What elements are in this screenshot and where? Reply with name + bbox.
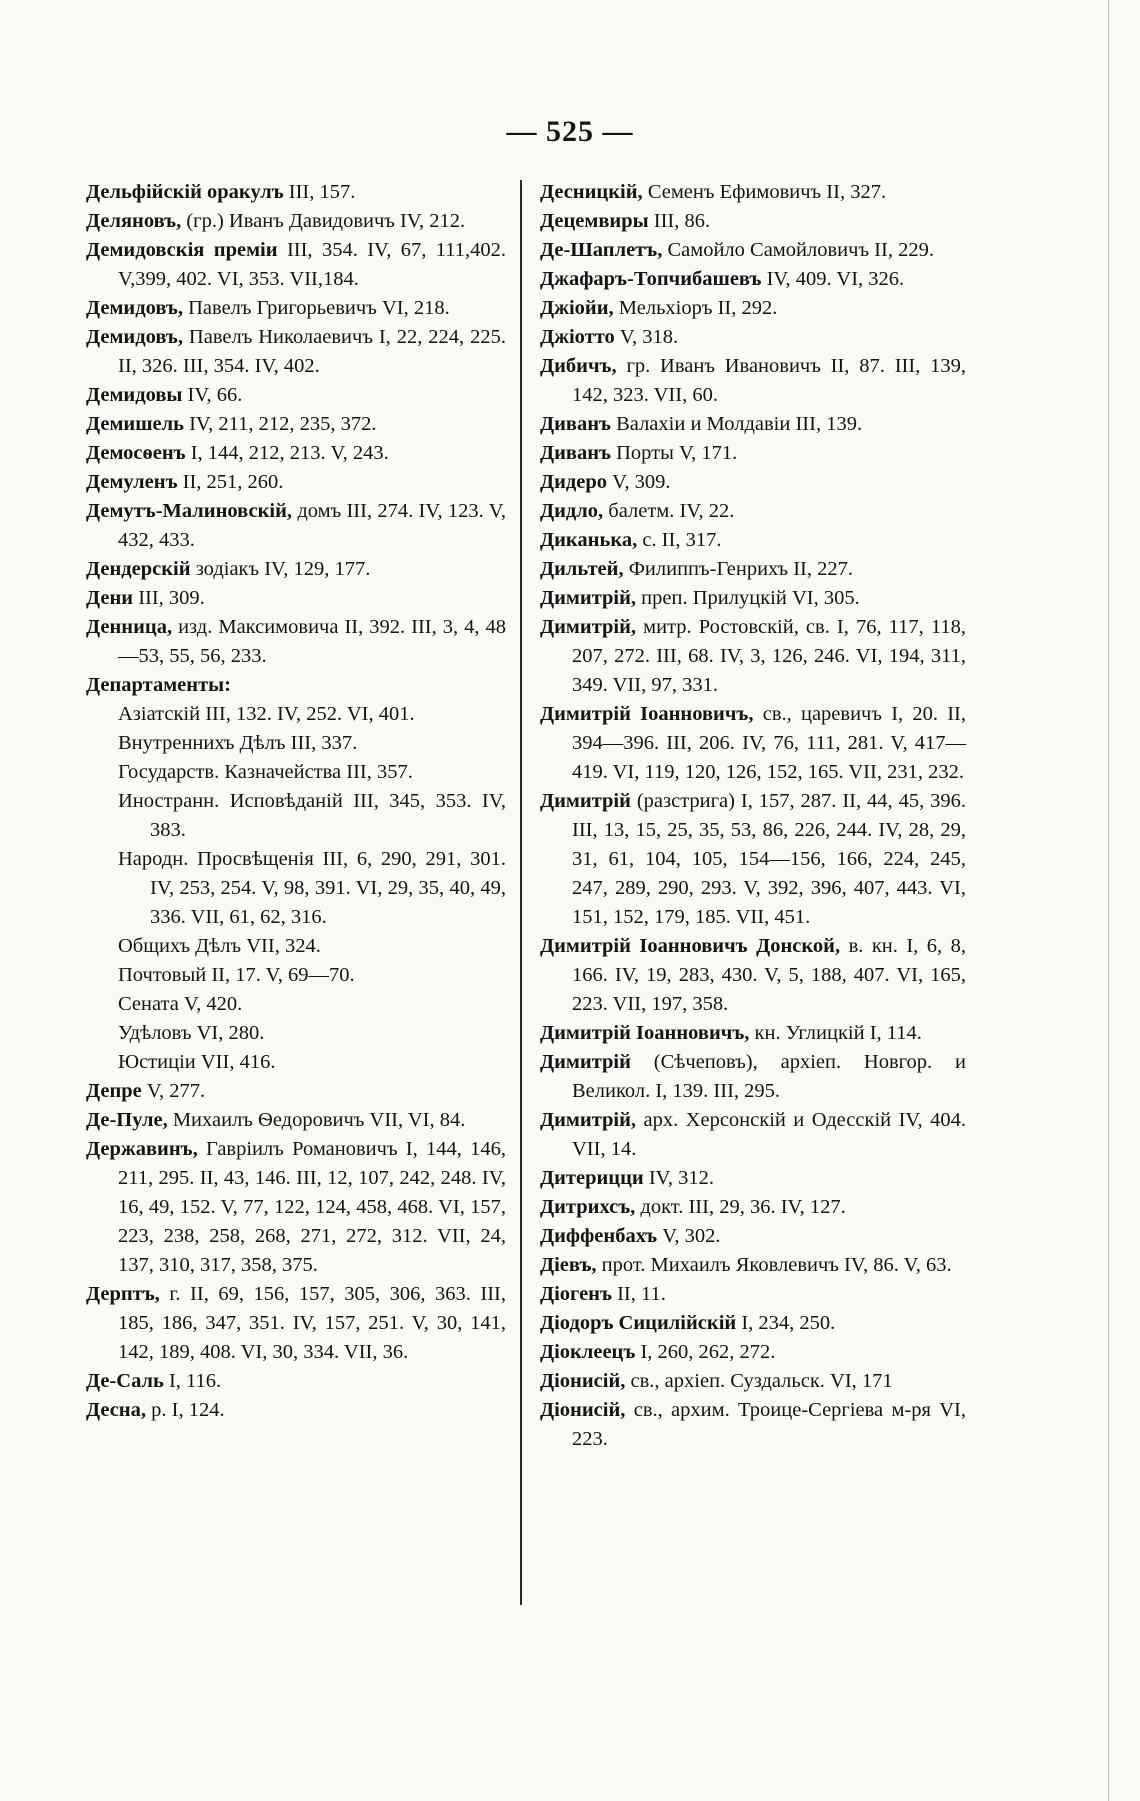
index-entry xyxy=(118,932,506,961)
entry-headword: Диванъ xyxy=(540,442,611,464)
entry-headword: Дитрихсъ, xyxy=(540,1196,636,1218)
index-entry xyxy=(540,468,966,497)
entry-headword: Дерптъ, xyxy=(86,1283,160,1305)
index-entry xyxy=(86,555,506,584)
entry-headword: Діодоръ Сицилійскій xyxy=(540,1312,737,1334)
entry-headword: Дендерскій xyxy=(86,558,191,580)
entry-references: митр. Ростовскій, св. I, 76, 117, 118, 207, 272. III, 68. IV, 3, 126, 246. VI, 194, 311, 349. VII, 97, 331. xyxy=(572,616,966,696)
entry-references: Внутреннихъ Дѣлъ III, 337. xyxy=(118,732,358,754)
entry-references: I, 144, 212, 213. V, 243. xyxy=(185,442,389,464)
entry-headword: Діевъ, xyxy=(540,1254,597,1276)
entry-headword: Дидло, xyxy=(540,500,604,522)
index-entry xyxy=(86,236,506,294)
index-entry xyxy=(86,1396,506,1425)
index-entry xyxy=(86,294,506,323)
entry-headword: Димитрій, xyxy=(540,587,637,609)
entry-references: Самойло Самойловичъ II, 229. xyxy=(662,239,934,261)
index-entry xyxy=(118,961,506,990)
entry-references: Народн. Просвѣщенія III, 6, 290, 291, 301. IV, 253, 254. V, 98, 391. VI, 29, 35, 40, 49, 336. VII, 61, 62, 316. xyxy=(118,848,506,928)
index-entry xyxy=(540,207,966,236)
page-number: — 525 — xyxy=(506,115,634,148)
entry-headword: Диффенбахъ xyxy=(540,1225,658,1247)
index-entry xyxy=(86,1280,506,1367)
index-entry xyxy=(540,787,966,932)
entry-references: домъ III, 274. IV, 123. V, 432, 433. xyxy=(118,500,506,551)
index-entry xyxy=(540,1367,966,1396)
index-entry xyxy=(86,1077,506,1106)
entry-headword: Демутъ-Малиновскій, xyxy=(86,500,293,522)
entry-references: кн. Углицкій I, 114. xyxy=(749,1022,922,1044)
entry-references: Почтовый II, 17. V, 69—70. xyxy=(118,964,355,986)
entry-references: с. II, 317. xyxy=(637,529,722,551)
index-entry xyxy=(86,1367,506,1396)
index-entry xyxy=(540,1019,966,1048)
index-entry xyxy=(540,497,966,526)
entry-headword: Деляновъ, xyxy=(86,210,182,232)
index-entry xyxy=(86,1106,506,1135)
entry-references: Государств. Казначейства III, 357. xyxy=(118,761,413,783)
entry-references: Юстиціи VII, 416. xyxy=(118,1051,276,1073)
entry-headword: Димитрій Іоанновичъ, xyxy=(540,1022,750,1044)
entry-headword: Дитерицци xyxy=(540,1167,644,1189)
index-entry xyxy=(118,729,506,758)
index-entry xyxy=(86,468,506,497)
index-entry xyxy=(118,1019,506,1048)
index-entry xyxy=(540,1338,966,1367)
entry-headword: Денница, xyxy=(86,616,173,638)
entry-references: Михаилъ Ѳедоровичъ VII, VI, 84. xyxy=(167,1109,466,1131)
entry-references: Азіатскій III, 132. IV, 252. VI, 401. xyxy=(118,703,415,725)
entry-references: Павелъ Григорьевичъ VI, 218. xyxy=(182,297,450,319)
entry-references: прот. Михаилъ Яковлевичъ IV, 86. V, 63. xyxy=(596,1254,952,1276)
index-entry xyxy=(540,265,966,294)
index-entry xyxy=(118,845,506,932)
entry-references: св., царевичъ I, 20. II, 394—396. III, 206. IV, 76, 111, 281. V, 417—419. VI, 119, 120, 126, 152, 165. VII, 231, 232. xyxy=(572,703,966,783)
entry-references: IV, 409. VI, 326. xyxy=(761,268,905,290)
entry-references: V, 277. xyxy=(141,1080,206,1102)
index-entry xyxy=(86,584,506,613)
entry-headword: Демидовъ, xyxy=(86,326,183,348)
entry-references: Иностранн. Исповѣданій III, 345, 353. IV, 383. xyxy=(118,790,506,841)
entry-references: III, 86. xyxy=(648,210,711,232)
index-entry xyxy=(86,1135,506,1280)
index-entry xyxy=(118,990,506,1019)
entry-headword: Демишель xyxy=(86,413,184,435)
index-entry xyxy=(86,439,506,468)
entry-headword: Диканька, xyxy=(540,529,638,551)
index-entry xyxy=(540,613,966,700)
entry-references: Удѣловъ VI, 280. xyxy=(118,1022,265,1044)
entry-references: г. II, 69, 156, 157, 305, 306, 363. III, 185, 186, 347, 351. IV, 157, 251. V, 30, 141, 142, 189, 408. VI, 30, 334. VII, 36. xyxy=(118,1283,506,1363)
index-entry xyxy=(118,758,506,787)
entry-references: р. I, 124. xyxy=(146,1399,225,1421)
index-entry xyxy=(118,787,506,845)
entry-headword: Демидовъ, xyxy=(86,297,183,319)
index-entry xyxy=(540,1106,966,1164)
entry-headword: Дильтей, xyxy=(540,558,624,580)
entry-references: IV, 66. xyxy=(182,384,243,406)
entry-references: Гавріилъ Романовичъ I, 144, 146, 211, 295. II, 43, 146. III, 12, 107, 242, 248. IV, 16, 49, 152. V, 77, 122, 124, 458, 468. VI, 157, 223, 238, 258, 268, 271, 272, 312. VII, 24, 137, 310, 317, 358, 375. xyxy=(118,1138,506,1276)
entry-headword: Демуленъ xyxy=(86,471,178,493)
index-entry xyxy=(540,1396,966,1454)
entry-headword: Децемвиры xyxy=(540,210,649,232)
index-entry xyxy=(86,381,506,410)
index-entry xyxy=(540,1193,966,1222)
entry-references: V, 309. xyxy=(607,471,671,493)
index-entry xyxy=(540,236,966,265)
entry-references: в. кн. I, 6, 8, 166. IV, 19, 283, 430. V, 5, 188, 407. VI, 165, 223. VII, 197, 358. xyxy=(572,935,966,1015)
entry-headword: Десницкій, xyxy=(540,181,643,203)
index-entry xyxy=(86,497,506,555)
entry-references: зодіакъ IV, 129, 177. xyxy=(190,558,371,580)
entry-headword: Димитрій xyxy=(540,790,631,812)
entry-references: арх. Херсонскій и Одесскій IV, 404. VII, 14. xyxy=(572,1109,966,1160)
entry-references: Порты V, 171. xyxy=(611,442,738,464)
index-entry xyxy=(540,1309,966,1338)
entry-references: III, 354. IV, 67, 111,402. V,399, 402. VI, 353. VII,184. xyxy=(118,239,506,290)
entry-headword: Діоклеецъ xyxy=(540,1341,636,1363)
right-column xyxy=(540,178,966,1454)
left-column xyxy=(86,178,506,1425)
entry-headword: Джафаръ-Топчибашевъ xyxy=(540,268,762,290)
index-entry xyxy=(540,439,966,468)
index-entry xyxy=(540,555,966,584)
index-entry xyxy=(118,700,506,729)
entry-references: докт. III, 29, 36. IV, 127. xyxy=(635,1196,846,1218)
entry-headword: Дельфійскій оракулъ xyxy=(86,181,284,203)
index-entry xyxy=(540,1048,966,1106)
index-entry xyxy=(86,671,506,700)
entry-references: III, 157. xyxy=(283,181,356,203)
entry-headword: Димитрій Іоанновичъ, xyxy=(540,703,754,725)
entry-headword: Демидовскія преміи xyxy=(86,239,278,261)
entry-headword: Діонисій, xyxy=(540,1399,626,1421)
entry-headword: Димитрій, xyxy=(540,616,637,638)
index-entry xyxy=(86,613,506,671)
entry-references: IV, 211, 212, 235, 372. xyxy=(183,413,377,435)
index-entry xyxy=(540,323,966,352)
index-entry xyxy=(540,294,966,323)
entry-headword: Джіотто xyxy=(540,326,615,348)
index-entry xyxy=(118,1048,506,1077)
entry-headword: Димитрій xyxy=(540,1051,631,1073)
entry-references: (Сѣчеповъ), архіеп. Новгор. и Великол. I, 139. III, 295. xyxy=(572,1051,966,1102)
entry-references: Мельхіоръ II, 292. xyxy=(613,297,778,319)
index-entry xyxy=(540,1222,966,1251)
index-entry xyxy=(540,1280,966,1309)
entry-references: изд. Максимовича II, 392. III, 3, 4, 48—53, 55, 56, 233. xyxy=(118,616,506,667)
entry-references: I, 116. xyxy=(163,1370,222,1392)
index-entry xyxy=(540,1251,966,1280)
entry-references: балетм. IV, 22. xyxy=(603,500,735,522)
entry-references: Сената V, 420. xyxy=(118,993,243,1015)
entry-references: гр. Иванъ Ивановичъ II, 87. III, 139, 142, 323. VII, 60. xyxy=(572,355,966,406)
entry-references: Филиппъ-Генрихъ II, 227. xyxy=(623,558,854,580)
entry-headword: Діонисій, xyxy=(540,1370,626,1392)
index-entry xyxy=(540,178,966,207)
entry-references: Павелъ Николаевичъ I, 22, 224, 225. II, 326. III, 354. IV, 402. xyxy=(118,326,506,377)
entry-headword: Димитрій, xyxy=(540,1109,637,1131)
entry-headword: Дени xyxy=(86,587,134,609)
entry-references: I, 234, 250. xyxy=(736,1312,836,1334)
entry-headword: Де-Саль xyxy=(86,1370,164,1392)
entry-headword: Демидовы xyxy=(86,384,183,406)
index-entry xyxy=(540,526,966,555)
index-entry xyxy=(540,352,966,410)
index-entry xyxy=(540,1164,966,1193)
entry-references: преп. Прилуцкій VI, 305. xyxy=(636,587,860,609)
index-entry xyxy=(540,410,966,439)
entry-references: Валахіи и Молдавіи III, 139. xyxy=(611,413,863,435)
entry-headword: Джіойи, xyxy=(540,297,614,319)
index-entry xyxy=(540,584,966,613)
entry-references: (гр.) Иванъ Давидовичъ IV, 212. xyxy=(181,210,466,232)
entry-references: V, 318. xyxy=(614,326,679,348)
column-divider xyxy=(520,180,522,1605)
entry-references: II, 11. xyxy=(611,1283,666,1305)
entry-references: IV, 312. xyxy=(643,1167,714,1189)
entry-headword: Демосѳенъ xyxy=(86,442,186,464)
entry-headword: Димитрій Іоанновичъ Донской, xyxy=(540,935,841,957)
entry-references: I, 260, 262, 272. xyxy=(635,1341,776,1363)
entry-references: Общихъ Дѣлъ VII, 324. xyxy=(118,935,321,957)
entry-references: (разстрига) I, 157, 287. II, 44, 45, 396. III, 13, 15, 25, 35, 53, 86, 226, 244. IV, 28, 29, 31, 61, 104, 105, 154—156, 166, 224, 245, 247, 289, 290, 293. V, 392, 396, 407, 443. VI, 151, 152, 179, 185. VII, 451. xyxy=(572,790,966,928)
index-entry xyxy=(86,410,506,439)
index-entry xyxy=(540,700,966,787)
entry-references: II, 251, 260. xyxy=(177,471,284,493)
entry-references: III, 309. xyxy=(133,587,205,609)
entry-references: V, 302. xyxy=(657,1225,721,1247)
entry-headword: Депре xyxy=(86,1080,142,1102)
entry-headword: Де-Пуле, xyxy=(86,1109,168,1131)
index-entry xyxy=(540,932,966,1019)
entry-headword: Державинъ, xyxy=(86,1138,198,1160)
entry-headword: Десна, xyxy=(86,1399,146,1421)
entry-headword: Департаменты: xyxy=(86,674,231,696)
entry-headword: Де-Шаплетъ, xyxy=(540,239,663,261)
entry-headword: Дидеро xyxy=(540,471,608,493)
index-entry xyxy=(86,178,506,207)
index-entry xyxy=(86,207,506,236)
index-entry xyxy=(86,323,506,381)
entry-headword: Дибичъ, xyxy=(540,355,617,377)
entry-references: Семенъ Ефимовичъ II, 327. xyxy=(642,181,887,203)
entry-references: св., архим. Троице-Сергіева м-ря VI, 223. xyxy=(572,1399,966,1450)
entry-references: св., архіеп. Суздальск. VI, 171 xyxy=(625,1370,893,1392)
entry-headword: Диванъ xyxy=(540,413,611,435)
entry-headword: Діогенъ xyxy=(540,1283,612,1305)
page-edge-line xyxy=(1108,0,1109,1801)
